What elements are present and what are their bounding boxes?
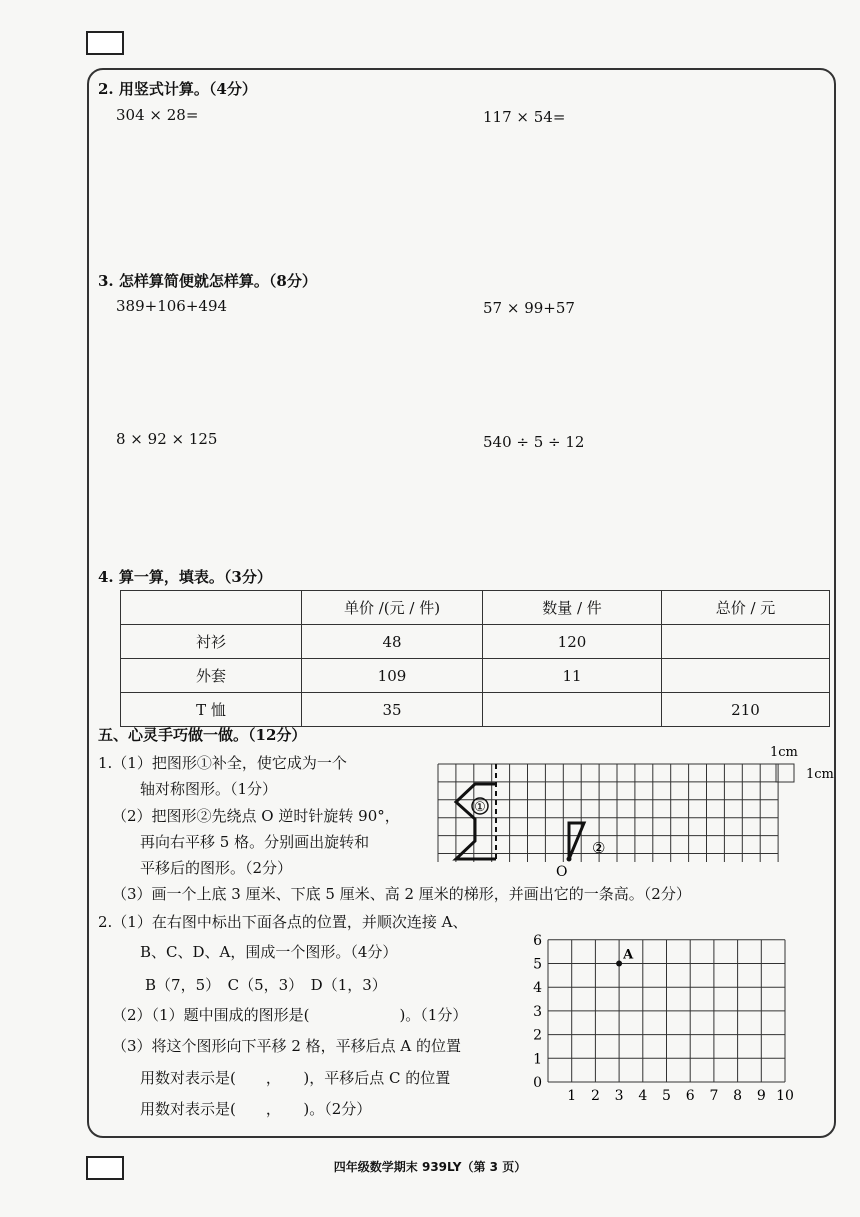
point-a-label: A (623, 947, 634, 963)
table-row (121, 625, 830, 659)
q2-problem-1: 304 × 28= (116, 106, 199, 124)
shape-2-label: ② (592, 839, 606, 857)
scale-width-label: 1cm (770, 745, 798, 760)
y-tick-label: 6 (533, 932, 542, 949)
table-cell-answer[interactable] (662, 625, 830, 659)
coord-grid-lines (548, 940, 785, 1082)
q2-title: 2. 用竖式计算。（4分） (98, 80, 257, 98)
x-tick-label: 9 (756, 1088, 766, 1104)
price-table (120, 590, 830, 727)
q4-title: 4. 算一算，填表。（3分） (98, 568, 272, 586)
table-row (121, 693, 830, 727)
x-tick-label: 1 (567, 1088, 577, 1104)
scale-height-label: 1cm (806, 767, 834, 782)
x-tick-label: 8 (733, 1088, 743, 1104)
q3-problem-3: 8 × 92 × 125 (116, 430, 218, 448)
table-cell: 11 (483, 659, 662, 693)
y-tick-label: 4 (533, 980, 542, 997)
table-cell: 数量 / 件 (483, 591, 662, 625)
s5-q2-line6: 用数对表示是( ， )，平移后点 C 的位置 (140, 1069, 451, 1087)
y-tick-label: 2 (533, 1027, 542, 1044)
point-o-dot (567, 857, 572, 862)
s5-q2-line1: 2.（1）在右图中标出下面各点的位置，并顺次连接 A、 (98, 913, 468, 931)
shape-1 (456, 784, 496, 859)
table-cell-answer[interactable] (483, 693, 662, 727)
x-tick-label: 10 (776, 1088, 794, 1104)
coordinate-grid (530, 928, 820, 1118)
x-tick-label: 7 (709, 1088, 719, 1104)
table-header-row (121, 591, 830, 625)
table-cell: 外套 (121, 659, 302, 693)
table-cell: 109 (302, 659, 483, 693)
table-cell: 总价 / 元 (662, 591, 830, 625)
point-o-label: O (556, 864, 568, 880)
s5-q2-line5: （3）将这个图形向下平移 2 格，平移后点 A 的位置 (112, 1037, 461, 1055)
table-cell: 120 (483, 625, 662, 659)
scale-square (776, 764, 794, 782)
x-tick-label: 3 (614, 1088, 624, 1104)
q3-problem-4: 540 ÷ 5 ÷ 12 (483, 433, 585, 451)
x-tick-label: 5 (662, 1088, 671, 1104)
table-cell: 35 (302, 693, 483, 727)
s5-q2-line4: （2）（1）题中围成的图形是( )。（1分） (112, 1006, 468, 1024)
s5-q1-line4: 再向右平移 5 格。分别画出旋转和 (140, 833, 370, 851)
s5-q2-line7: 用数对表示是( ， )。（2分） (140, 1100, 372, 1118)
x-tick-label: 6 (685, 1088, 695, 1104)
s5-q2-line3: B（7，5） C（5，3） D（1，3） (145, 976, 387, 994)
table-row (121, 659, 830, 693)
table-cell: 48 (302, 625, 483, 659)
s5-q2-line2: B、C、D、A，围成一个图形。（4分） (140, 943, 398, 961)
q2-problem-2: 117 × 54= (483, 108, 566, 126)
table-cell: T 恤 (121, 693, 302, 727)
q3-problem-2: 57 × 99+57 (483, 299, 575, 317)
s5-q1-line5: 平移后的图形。（2分） (140, 859, 293, 877)
y-tick-label: 1 (533, 1051, 542, 1068)
s5-q1-line2: 轴对称图形。（1分） (140, 780, 278, 798)
s5-q1-line1: 1.（1）把图形①补全，使它成为一个 (98, 754, 347, 772)
section5-title: 五、心灵手巧做一做。（12分） (98, 726, 307, 744)
table-cell-answer[interactable] (662, 659, 830, 693)
square-grid-figure (430, 740, 850, 880)
score-box-top (86, 31, 124, 55)
s5-q1-line6: （3）画一个上底 3 厘米、下底 5 厘米、高 2 厘米的梯形，并画出它的一条高。（2分） (112, 885, 691, 903)
s5-q1-line3: （2）把图形②先绕点 O 逆时针旋转 90°， (112, 807, 400, 825)
y-tick-label: 5 (533, 956, 542, 973)
table-cell: 衬衫 (121, 625, 302, 659)
x-tick-label: 2 (590, 1088, 600, 1104)
table-cell (121, 591, 302, 625)
table-cell: 210 (662, 693, 830, 727)
page-footer: 四年级数学期末 939LY（第 3 页） (333, 1160, 527, 1174)
shape-1-label: ① (474, 800, 486, 815)
point-a-dot (616, 961, 622, 967)
y-tick-label: 0 (533, 1075, 542, 1091)
y-tick-label: 3 (533, 1003, 542, 1020)
q3-title: 3. 怎样算简便就怎样算。（8分） (98, 272, 317, 290)
x-tick-label: 4 (638, 1088, 648, 1104)
q3-problem-1: 389+106+494 (116, 297, 228, 315)
grid-lines (438, 764, 778, 862)
table-cell: 单价 /(元 / 件) (302, 591, 483, 625)
coord-ticks (533, 933, 794, 1104)
